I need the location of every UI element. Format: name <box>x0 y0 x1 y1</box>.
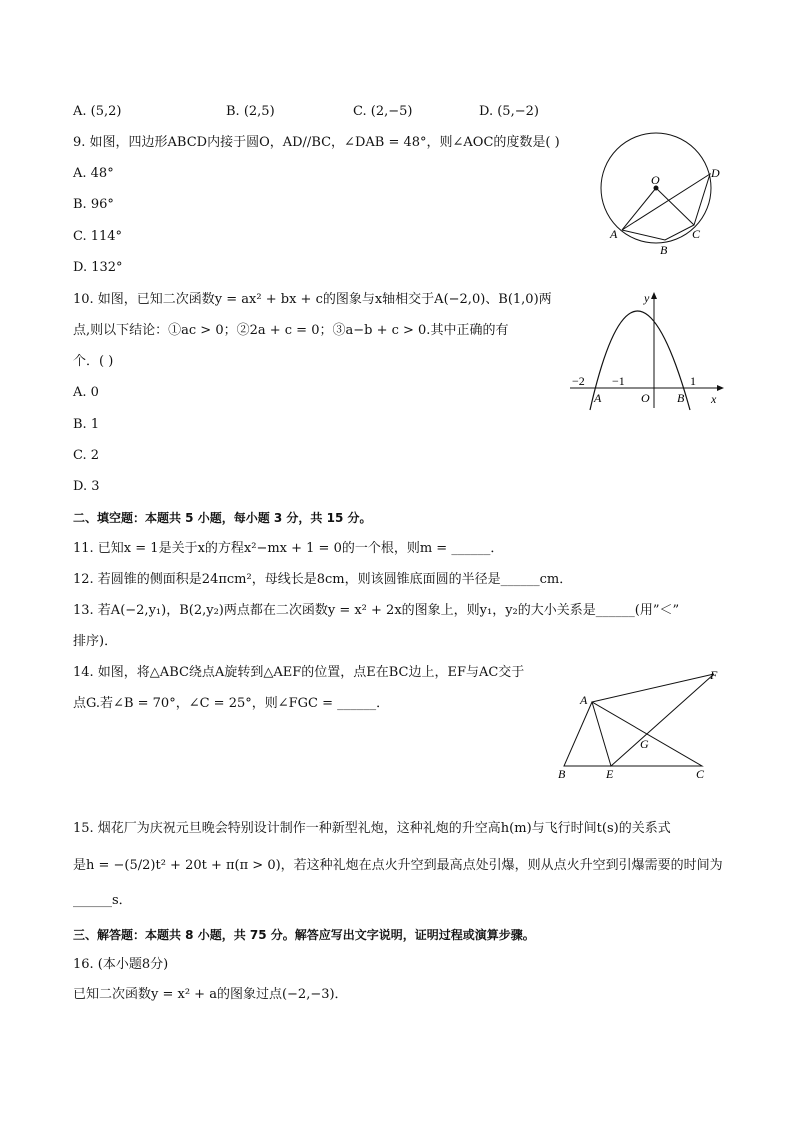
tick-label-1: 1 <box>690 374 696 388</box>
q14-triangle-figure <box>552 664 728 786</box>
q12-text: 12. 若圆锥的侧面积是24πcm²，母线长是8cm，则该圆锥底面圆的半径是______cm． <box>73 572 573 587</box>
q9-option-c: C. 114° <box>73 229 123 244</box>
section-3-heading: 三、解答题：本题共 8 小题，共 75 分。解答应写出文字说明，证明过程或演算步骤。 <box>73 928 535 942</box>
q9-stem: 9. 如图，四边形ABCD内接于圆O，AD//BC，∠DAB = 48°，则∠AOC的度数是( ) <box>73 135 560 150</box>
label-d: D <box>711 166 720 180</box>
label-c: C <box>692 227 701 241</box>
q10-option-b: B. 1 <box>73 417 100 432</box>
section-2-heading: 二、填空题：本题共 5 小题，每小题 3 分，共 15 分。 <box>73 511 372 525</box>
triangle-aef <box>592 674 714 766</box>
triangle-abc <box>564 702 702 766</box>
tick-label-neg2: −2 <box>572 374 585 388</box>
segment-oc <box>656 188 694 225</box>
q10-option-a: A. 0 <box>73 385 99 400</box>
q9-option-b: B. 96° <box>73 197 114 212</box>
q8-option-d: D. (5,−2) <box>479 104 539 119</box>
label-b: B <box>677 391 685 405</box>
q16-title: 16. (本小题8分) <box>73 957 169 972</box>
q8-option-b: B. (2,5) <box>226 104 275 119</box>
label-x: x <box>711 392 717 406</box>
q14-line1: 14. 如图，将△ABC绕点A旋转到△AEF的位置，点E在BC边上，EF与AC交于 <box>73 665 525 680</box>
q9-option-a: A. 48° <box>73 166 114 181</box>
label-a: A <box>580 693 588 707</box>
q10-stem-line1: 10. 如图，已知二次函数y = ax² + bx + c的图象与x轴相交于A(−2,0)、B(1,0)两 <box>73 292 552 307</box>
label-a: A <box>610 227 618 241</box>
segment-oa <box>622 188 656 230</box>
parabola-curve <box>590 311 690 410</box>
y-axis-arrow <box>651 292 657 299</box>
q9-option-d: D. 132° <box>73 260 123 275</box>
label-y: y <box>644 291 650 305</box>
q16-stem: 已知二次函数y = x² + a的图象过点(−2,−3)． <box>73 987 348 1002</box>
q15-line2: 是h = −(5/2)t² + 20t + π(π > 0)，若这种礼炮在点火升空到最高点处引爆，则从点火升空到引爆需要的时间为 <box>73 858 723 873</box>
label-a: A <box>594 391 602 405</box>
q10-option-d: D. 3 <box>73 479 100 494</box>
label-c: C <box>696 767 705 781</box>
label-o: O <box>641 391 650 405</box>
label-f: F <box>710 668 718 682</box>
label-b: B <box>660 243 668 257</box>
label-g: G <box>640 737 649 751</box>
q10-stem-line2: 点,则以下结论：①ac > 0；②2a + c = 0；③a−b + c > 0.其中正确的有 <box>73 323 509 338</box>
q15-line1: 15. 烟花厂为庆祝元旦晚会特别设计制作一种新型礼炮，这种礼炮的升空高h(m)与飞行时间t(s)的关系式 <box>73 821 671 836</box>
x-axis-arrow <box>717 385 724 391</box>
q9-circle-figure <box>596 124 736 260</box>
label-e: E <box>606 767 614 781</box>
q10-option-c: C. 2 <box>73 448 100 463</box>
q8-option-a: A. (5,2) <box>73 104 122 119</box>
tick-label-neg1: −1 <box>612 374 625 388</box>
q13-line1: 13. 若A(−2,y₁)，B(2,y₂)两点都在二次函数y = x² + 2x的图象上，则y₁，y₂的大小关系是______(用”＜” <box>73 603 680 618</box>
q10-parabola-figure <box>566 288 732 412</box>
q10-stem-line3: 个．( ) <box>73 354 114 369</box>
q15-line3: ______s． <box>73 893 132 908</box>
q13-line2: 排序)． <box>73 634 118 649</box>
label-o: O <box>651 173 660 187</box>
q11-text: 11. 已知x = 1是关于x的方程x²−mx + 1 = 0的一个根，则m = ______． <box>73 541 504 556</box>
q8-option-c: C. (2,−5) <box>353 104 413 119</box>
q14-line2: 点G.若∠B = 70°，∠C = 25°，则∠FGC = ______． <box>73 696 390 711</box>
label-b: B <box>558 767 566 781</box>
